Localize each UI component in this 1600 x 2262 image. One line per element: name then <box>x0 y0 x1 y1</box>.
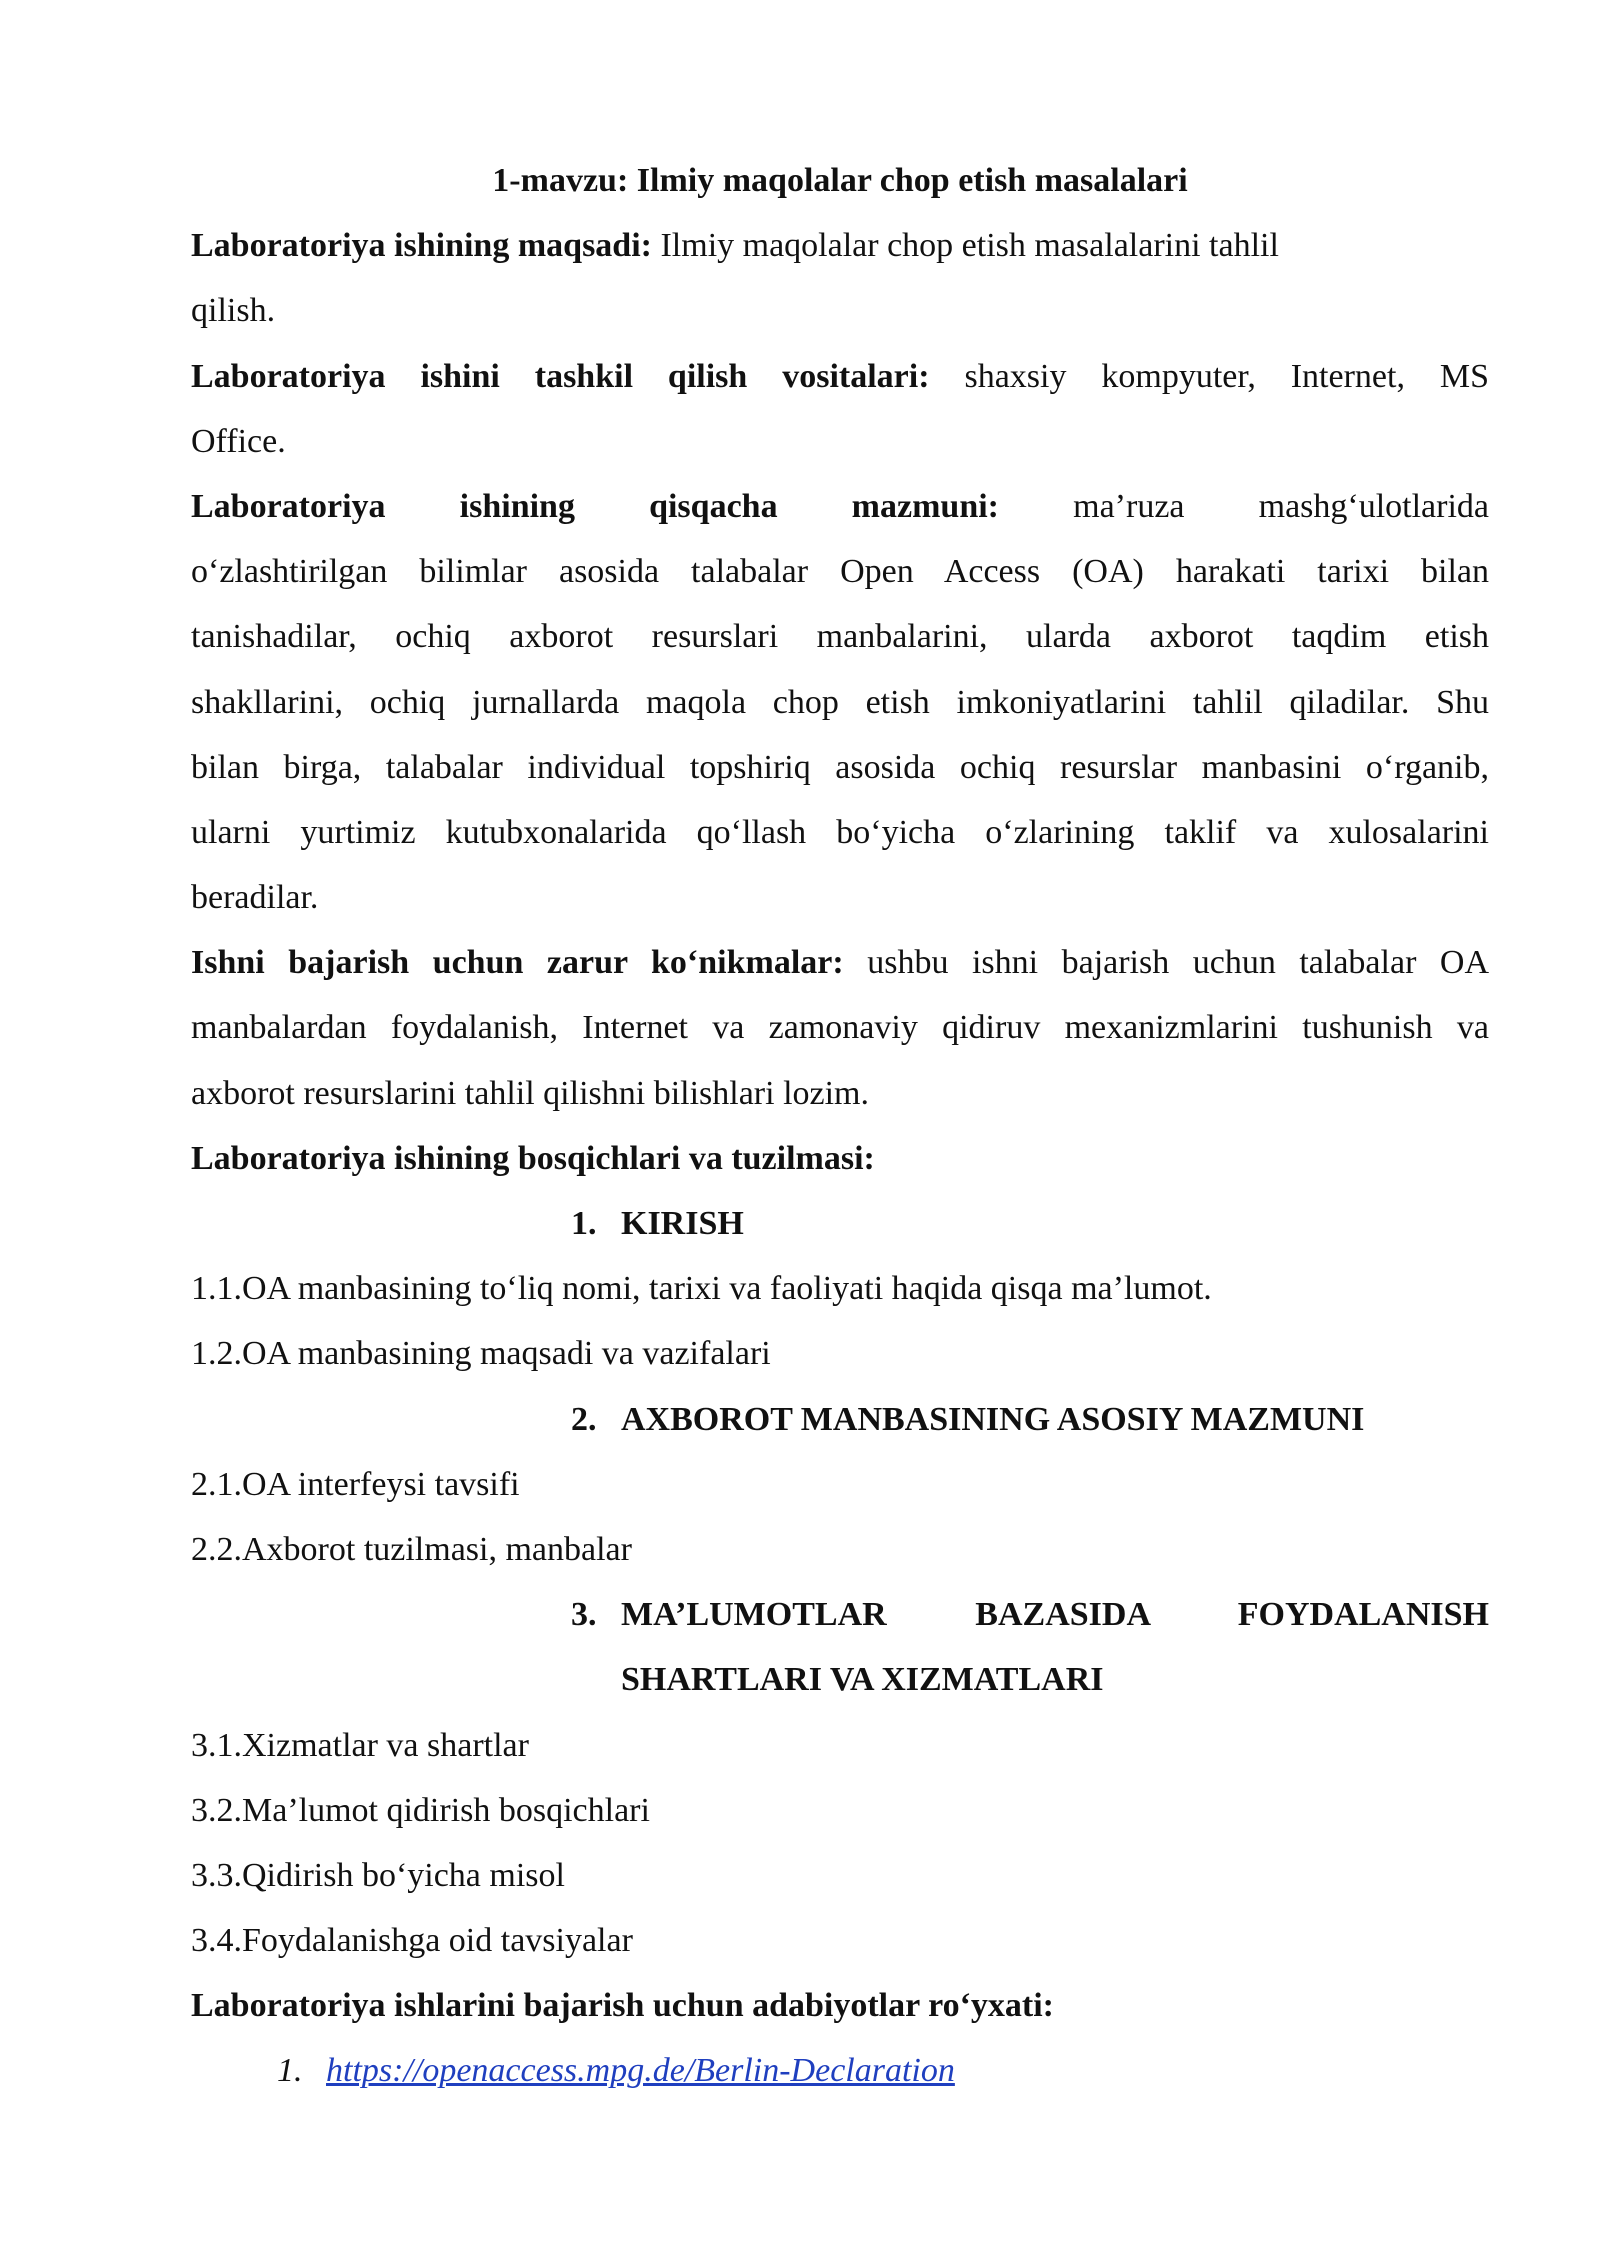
skills-text: ushbu ishni bajarish uchun talabalar OA <box>867 944 1489 982</box>
section-number: 2. <box>571 1400 597 1438</box>
section-title: KIRISH <box>621 1205 744 1242</box>
list-item: 2.2.Axborot tuzilmasi, manbalar <box>191 1530 632 1568</box>
section-heading-2 <box>191 1387 1489 1452</box>
section-number: 1. <box>571 1205 597 1242</box>
reference-number: 1. <box>277 2052 303 2090</box>
purpose-paragraph <box>191 213 1489 278</box>
list-item: 3.2.Ma’lumot qidirish bosqichlari <box>191 1791 650 1829</box>
list-item: 3.1.Xizmatlar va shartlar <box>191 1726 529 1764</box>
references-heading: Laboratoriya ishlarini bajarish uchun adabiyotlar ro‘yxati: <box>191 1987 1054 2025</box>
stages-heading: Laboratoriya ishining bosqichlari va tuzilmasi: <box>191 1139 875 1177</box>
tools-text-cont: Office. <box>191 422 286 460</box>
tools-text: shaxsiy kompyuter, Internet, MS <box>964 357 1489 395</box>
section-title: MA’LUMOTLAR BAZASIDA FOYDALANISH <box>621 1596 1489 1634</box>
summary-label: Laboratoriya ishining qisqacha mazmuni: <box>191 487 1000 525</box>
page-title: 1-mavzu: Ilmiy maqolalar chop etish masalalari <box>492 162 1188 199</box>
purpose-label: Laboratoriya ishining maqsadi: <box>191 227 652 265</box>
summary-line: shakllarini, ochiq jurnallarda maqola chop etish imkoniyatlarini tahlil qiladilar. Shu <box>191 683 1489 721</box>
section-number: 3. <box>571 1596 597 1634</box>
tools-paragraph <box>191 344 1489 409</box>
list-item: 3.4.Foydalanishga oid tavsiyalar <box>191 1922 633 1960</box>
reference-link[interactable]: https://openaccess.mpg.de/Berlin-Declaration <box>326 2052 955 2090</box>
section-heading-3 <box>191 1582 1489 1647</box>
summary-text: ma’ruza mashg‘ulotlarida <box>1073 487 1489 525</box>
tools-label: Laboratoriya ishini tashkil qilish vositalari: <box>191 357 930 395</box>
summary-last-line: beradilar. <box>191 879 319 917</box>
list-item: 1.1.OA manbasining to‘liq nomi, tarixi va faoliyati haqida qisqa ma’lumot. <box>191 1270 1212 1308</box>
summary-line: ularni yurtimiz kutubxonalarida qo‘llash bo‘yicha o‘zlarining taklif va xulosalarini <box>191 813 1489 851</box>
list-item: 1.2.OA manbasining maqsadi va vazifalari <box>191 1335 771 1373</box>
section-heading-1 <box>191 1191 1489 1256</box>
section-title: SHARTLARI VA XIZMATLARI <box>621 1661 1104 1699</box>
skills-line: manbalardan foydalanish, Internet va zamonaviy qidiruv mexanizmlarini tushunish va <box>191 1009 1489 1047</box>
summary-line: o‘zlashtirilgan bilimlar asosida talabalar Open Access (OA) harakati tarixi bilan <box>191 553 1489 591</box>
purpose-text: Ilmiy maqolalar chop etish masalalarini tahlil <box>660 227 1279 265</box>
list-item: 3.3.Qidirish bo‘yicha misol <box>191 1856 565 1894</box>
skills-label: Ishni bajarish uchun zarur ko‘nikmalar: <box>191 944 844 982</box>
summary-line: tanishadilar, ochiq axborot resurslari manbalarini, ularda axborot taqdim etish <box>191 618 1489 656</box>
reference-item <box>191 2038 1489 2103</box>
section-title: AXBOROT MANBASINING ASOSIY MAZMUNI <box>621 1400 1365 1438</box>
skills-line: axborot resurslarini tahlil qilishni bilishlari lozim. <box>191 1074 870 1112</box>
summary-paragraph <box>191 474 1489 539</box>
purpose-text-cont: qilish. <box>191 292 276 330</box>
skills-paragraph <box>191 930 1489 995</box>
section-heading-3-cont <box>191 1647 1489 1712</box>
document-body <box>191 148 1489 2104</box>
summary-line: bilan birga, talabalar individual topshiriq asosida ochiq resurslar manbasini o‘rganib, <box>191 748 1489 786</box>
list-item: 2.1.OA interfeysi tavsifi <box>191 1465 520 1503</box>
